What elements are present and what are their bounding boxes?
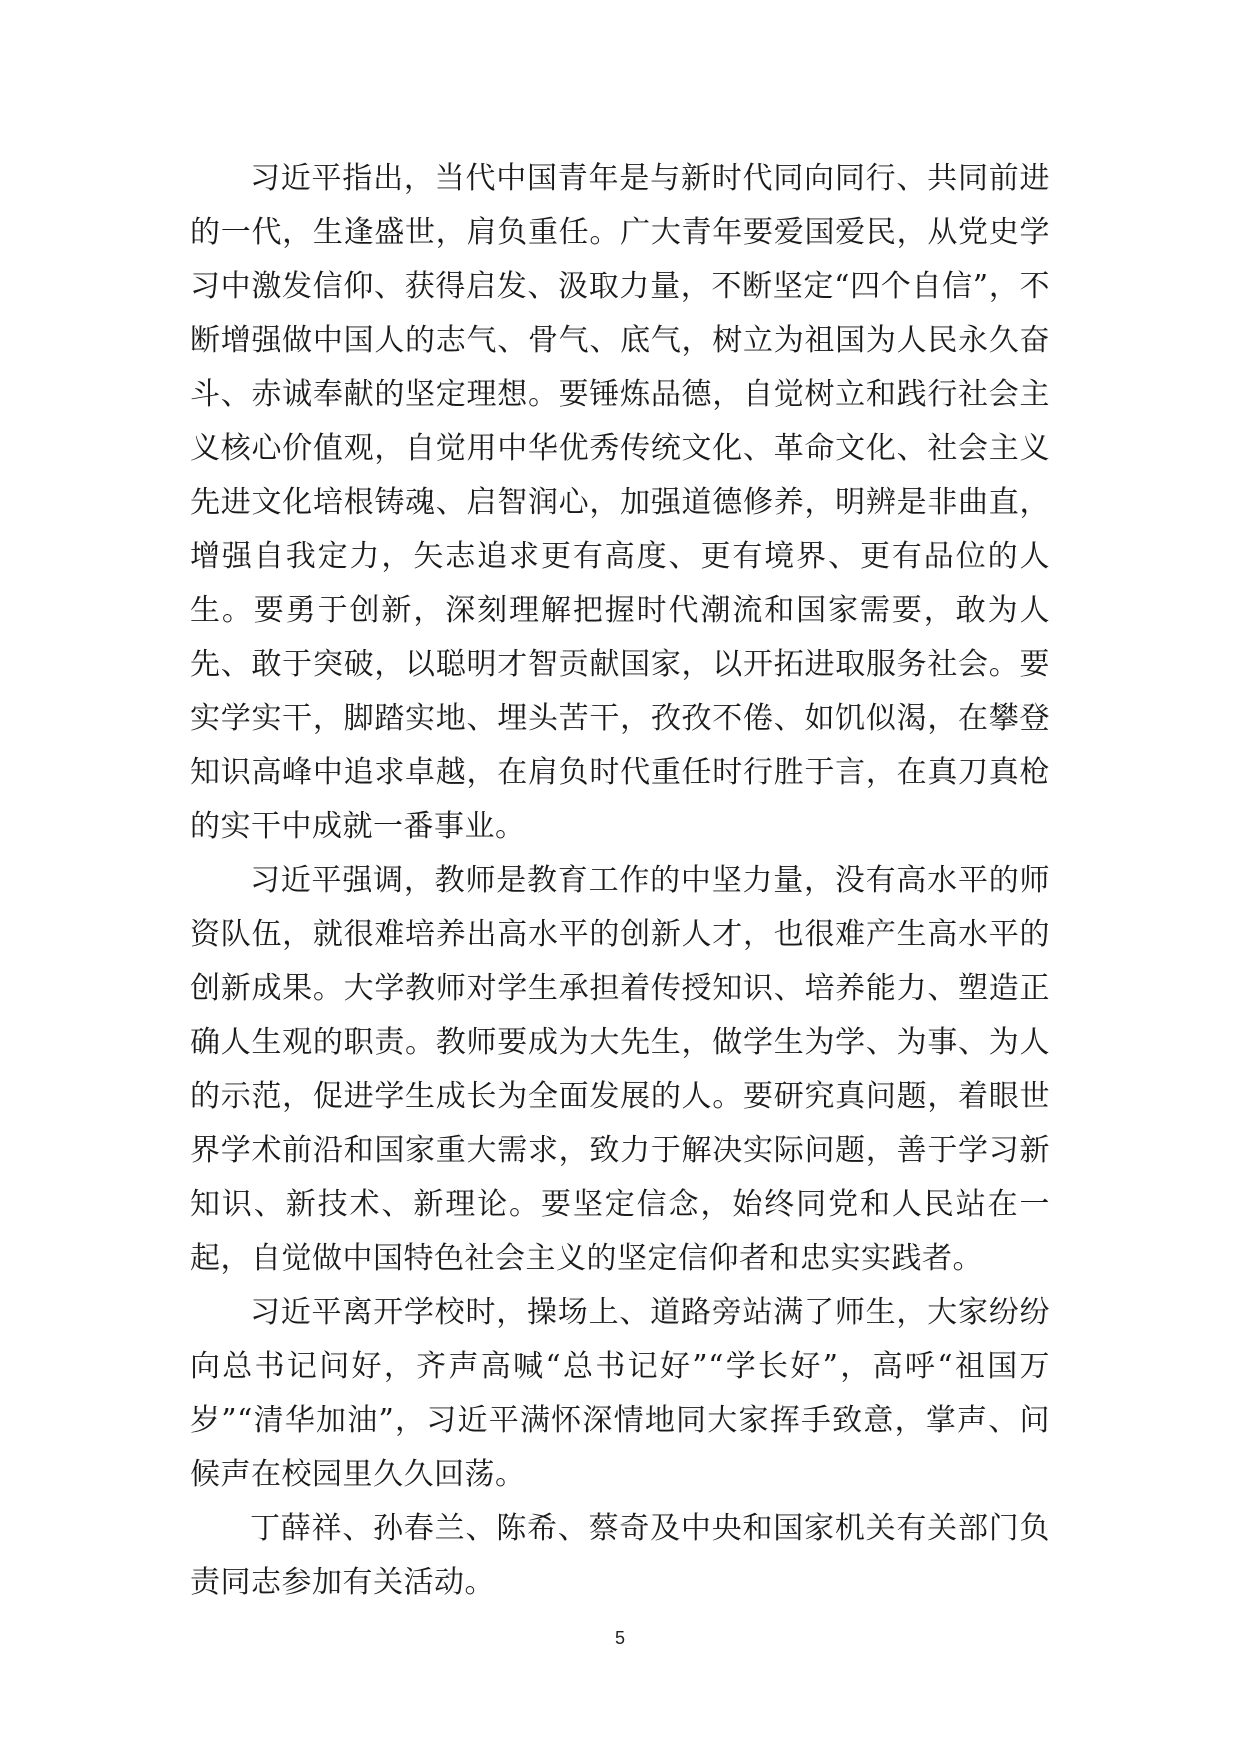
paragraph-teachers: 习近平强调，教师是教育工作的中坚力量，没有高水平的师资队伍，就很难培养出高水平的创新人才，也很难产生高水平的创新成果。大学教师对学生承担着传授知识、培养能力、塑造正确人生观的职责。教师要成为大先生，做学生为学、为事、为人的示范，促进学生成长为全面发展的人。要研究真问题，着眼世界学术前沿和国家重大需求，致力于解决实际问题，善于学习新知识、新技术、新理论。要坚定信念，始终同党和人民站在一起，自觉做中国特色社会主义的坚定信仰者和忠实实践者。: [190, 863, 1050, 1276]
page-number: 5: [614, 1628, 625, 1648]
body-text: [190, 152, 1050, 1610]
paragraph-youth: 习近平指出，当代中国青年是与新时代同向同行、共同前进的一代，生逢盛世，肩负重任。广大青年要爱国爱民，从党史学习中激发信仰、获得启发、汲取力量，不断坚定“四个自信”，不断增强做中国人的志气、骨气、底气，树立为祖国为人民永久奋斗、赤诚奉献的坚定理想。要锤炼品德，自觉树立和践行社会主义核心价值观，自觉用中华优秀传统文化、革命文化、社会主义先进文化培根铸魂、启智润心，加强道德修养，明辨是非曲直，增强自我定力，矢志追求更有高度、更有境界、更有品位的人生。要勇于创新，深刻理解把握时代潮流和国家需要，敢为人先、敢于突破，以聪明才智贡献国家，以开拓进取服务社会。要实学实干，脚踏实地、埋头苦干，孜孜不倦、如饥似渴，在攀登知识高峰中追求卓越，在肩负时代重任时行胜于言，在真刀真枪的实干中成就一番事业。: [190, 161, 1050, 844]
paragraph-attendees: 丁薛祥、孙春兰、陈希、蔡奇及中央和国家机关有关部门负责同志参加有关活动。: [190, 1511, 1050, 1600]
paragraph-departure: 习近平离开学校时，操场上、道路旁站满了师生，大家纷纷向总书记问好，齐声高喊“总书记好”“学长好”，高呼“祖国万岁”“清华加油”，习近平满怀深情地同大家挥手致意，掌声、问候声在校园里久久回荡。: [190, 1295, 1050, 1492]
